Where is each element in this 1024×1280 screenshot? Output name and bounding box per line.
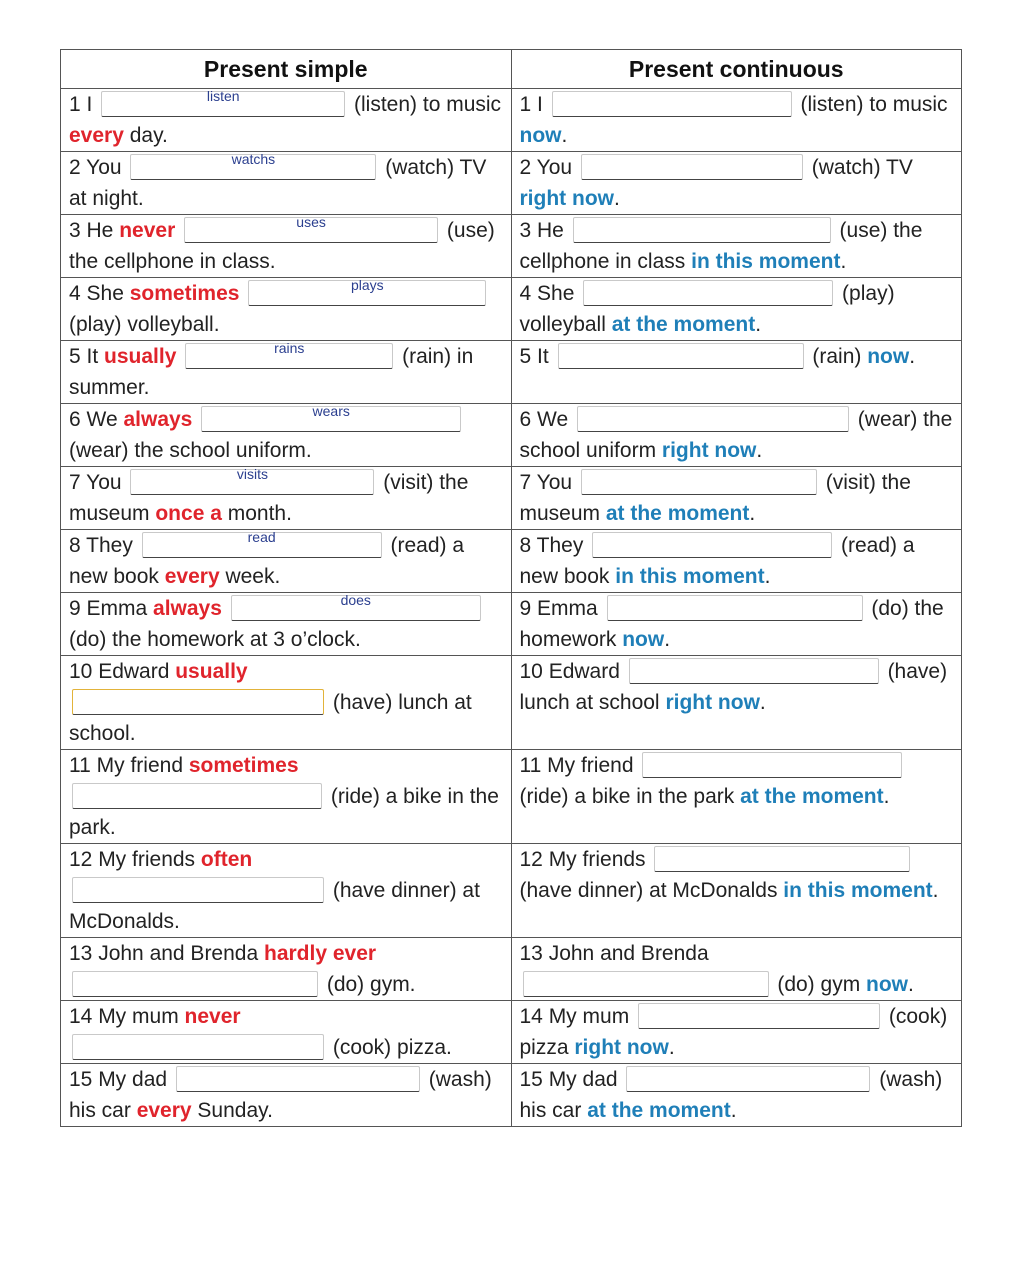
present-continuous-cell [511, 341, 962, 404]
answer-input[interactable] [101, 88, 345, 117]
answer-input[interactable] [573, 217, 831, 243]
frequency-adverb: usually [175, 660, 248, 683]
sentence-text: 2 You [69, 156, 128, 179]
sentence-text: 13 John and Brenda [519, 942, 709, 965]
exercise-row [61, 1001, 962, 1064]
present-continuous-cell [511, 467, 962, 530]
sentence-text: (wear) the school uniform. [69, 439, 312, 462]
present-simple-cell [61, 215, 512, 278]
typed-answer: visits [236, 466, 268, 482]
answer-input[interactable] [581, 469, 817, 495]
present-continuous-cell [511, 656, 962, 750]
sentence-text: 6 We [519, 408, 574, 431]
sentence-text: (visit) the museum [69, 471, 469, 525]
sentence-text: (use) the cellphone in class [519, 219, 923, 273]
exercise-row [61, 593, 962, 656]
sentence-text: (ride) a bike in the park. [69, 785, 499, 839]
present-simple-cell [61, 278, 512, 341]
sentence-text: . [561, 124, 568, 147]
present-continuous-cell [511, 1064, 962, 1127]
sentence-text: 5 It [519, 345, 555, 368]
answer-input[interactable] [558, 343, 804, 369]
answer-input[interactable] [607, 595, 863, 621]
answer-input[interactable] [642, 752, 902, 778]
answer-input[interactable] [72, 971, 318, 997]
answer-input[interactable] [72, 877, 324, 903]
sentence-text: (have) lunch at school [519, 660, 948, 714]
time-expression: in this moment [691, 250, 841, 273]
answer-input[interactable] [629, 658, 879, 684]
sentence-text: . [764, 565, 771, 588]
sentence-text: . [664, 628, 671, 651]
present-simple-cell [61, 593, 512, 656]
sentence-text: 3 He [519, 219, 570, 242]
typed-answer: uses [296, 214, 326, 230]
answer-input[interactable] [523, 971, 769, 997]
time-expression: at the moment [605, 502, 750, 525]
frequency-adverb: always [123, 408, 193, 431]
present-simple-cell [61, 152, 512, 215]
sentence-text: (have) lunch at school. [69, 691, 472, 745]
present-simple-cell [61, 656, 512, 750]
sentence-text: 13 John and Brenda [69, 942, 264, 965]
sentence-text [192, 408, 198, 431]
frequency-adverb: sometimes [188, 754, 299, 777]
time-expression: in this moment [783, 879, 933, 902]
frequency-adverb: often [200, 848, 253, 871]
answer-input[interactable] [626, 1066, 870, 1092]
exercise-row [61, 1064, 962, 1127]
sentence-text: 1 I [69, 93, 99, 116]
sentence-text: (do) the homework [519, 597, 944, 651]
sentence-text: . [759, 691, 766, 714]
present-continuous-cell [511, 89, 962, 152]
sentence-text: (cook) pizza [519, 1005, 948, 1059]
sentence-text: . [883, 785, 890, 808]
exercise-row [61, 844, 962, 938]
time-expression: now [622, 628, 665, 651]
typed-answer: watchs [231, 151, 276, 167]
sentence-text: 9 Emma [519, 597, 604, 620]
answer-input[interactable] [638, 1003, 880, 1029]
sentence-text: 2 You [519, 156, 578, 179]
answer-input[interactable] [130, 151, 376, 180]
sentence-text: Sunday. [191, 1099, 273, 1122]
answer-input[interactable] [583, 280, 833, 306]
answer-input[interactable] [142, 529, 382, 558]
sentence-text: . [908, 973, 914, 996]
exercise-row [61, 152, 962, 215]
sentence-text [239, 282, 245, 305]
sentence-text: . [668, 1036, 675, 1059]
worksheet-table [60, 49, 962, 1127]
time-expression: now [866, 973, 909, 996]
sentence-text: (cook) pizza. [327, 1036, 452, 1059]
sentence-text: (ride) a bike in the park [519, 785, 741, 808]
answer-input[interactable] [201, 403, 461, 432]
sentence-text: 10 Edward [69, 660, 176, 683]
sentence-text: 8 They [69, 534, 139, 557]
answer-input[interactable] [72, 689, 324, 715]
present-continuous-cell [511, 152, 962, 215]
sentence-text: (listen) to music [794, 93, 948, 116]
present-continuous-cell [511, 593, 962, 656]
present-simple-cell [61, 89, 512, 152]
sentence-text: 14 My mum [519, 1005, 636, 1028]
exercise-row [61, 467, 962, 530]
frequency-adverb: every [69, 124, 124, 147]
present-continuous-cell [511, 530, 962, 593]
sentence-text: 3 He [69, 219, 120, 242]
answer-input[interactable] [185, 340, 393, 369]
sentence-text: month. [221, 502, 292, 525]
sentence-text: . [756, 439, 763, 462]
sentence-text: 4 She [69, 282, 130, 305]
sentence-text: (play) volleyball. [69, 313, 220, 336]
exercise-row [61, 750, 962, 844]
present-continuous-cell [511, 938, 962, 1001]
sentence-text: 4 She [519, 282, 581, 305]
present-continuous-cell [511, 844, 962, 938]
exercise-row [61, 215, 962, 278]
answer-input[interactable] [581, 154, 803, 180]
frequency-adverb: hardly ever [264, 942, 377, 965]
typed-answer: read [247, 529, 276, 545]
present-continuous-cell [511, 215, 962, 278]
sentence-text: (watch) TV at night. [69, 156, 487, 210]
answer-input[interactable] [231, 592, 481, 621]
header-present-simple: Present simple [61, 50, 512, 89]
answer-input[interactable] [72, 1034, 324, 1060]
frequency-adverb: never [184, 1005, 241, 1028]
header-present-continuous: Present continuous [511, 50, 962, 89]
sentence-text: . [755, 313, 762, 336]
time-expression: at the moment [740, 785, 884, 808]
present-continuous-cell [511, 278, 962, 341]
present-simple-cell [61, 341, 512, 404]
sentence-text: . [613, 187, 620, 210]
sentence-text: . [909, 345, 916, 368]
sentence-text: (wash) his car [69, 1068, 492, 1122]
frequency-adverb: usually [104, 345, 177, 368]
sentence-text [222, 597, 228, 620]
answer-input[interactable] [72, 783, 322, 809]
sentence-text: week. [219, 565, 281, 588]
sentence-text: 15 My dad [69, 1068, 173, 1091]
frequency-adverb: every [164, 565, 220, 588]
sentence-text: (do) gym. [321, 973, 416, 996]
sentence-text: (rain) in summer. [69, 345, 474, 399]
sentence-text: (wear) the school uniform [519, 408, 953, 462]
time-expression: now [867, 345, 910, 368]
sentence-text: 7 You [519, 471, 578, 494]
sentence-text: (have dinner) at McDonalds [519, 879, 784, 902]
answer-input[interactable] [184, 214, 438, 243]
sentence-text: day. [123, 124, 168, 147]
typed-answer: does [340, 592, 371, 608]
sentence-text: (read) a new book [69, 534, 465, 588]
sentence-text: (do) the homework at 3 o’clock. [69, 628, 361, 651]
present-simple-cell [61, 844, 512, 938]
exercise-row [61, 530, 962, 593]
time-expression: at the moment [587, 1099, 731, 1122]
sentence-text [175, 219, 181, 242]
exercise-row [61, 938, 962, 1001]
sentence-text: 9 Emma [69, 597, 154, 620]
sentence-text: (do) gym [771, 973, 867, 996]
present-continuous-cell [511, 750, 962, 844]
frequency-adverb: once a [155, 502, 222, 525]
sentence-text: (wash) his car [519, 1068, 943, 1122]
sentence-text: 14 My mum [69, 1005, 185, 1028]
present-simple-cell [61, 1064, 512, 1127]
sentence-text: . [730, 1099, 737, 1122]
sentence-text: (visit) the museum [519, 471, 911, 525]
time-expression: at the moment [611, 313, 756, 336]
frequency-adverb: never [119, 219, 176, 242]
sentence-text: 8 They [519, 534, 590, 557]
present-simple-cell [61, 750, 512, 844]
exercise-row [61, 278, 962, 341]
present-continuous-cell [511, 1001, 962, 1064]
typed-answer: wears [312, 403, 350, 419]
time-expression: now [519, 124, 562, 147]
frequency-adverb: every [136, 1099, 192, 1122]
present-continuous-cell [511, 404, 962, 467]
sentence-text: 5 It [69, 345, 105, 368]
sentence-text: 11 My friend [69, 754, 189, 777]
exercise-row [61, 89, 962, 152]
answer-input[interactable] [552, 91, 792, 117]
answer-input[interactable] [654, 846, 910, 872]
sentence-text: (use) the cellphone in class. [69, 219, 495, 273]
header-row [61, 50, 962, 89]
sentence-text: 12 My friends [69, 848, 201, 871]
time-expression: right now [665, 691, 760, 714]
typed-answer: listen [206, 88, 240, 104]
time-expression: right now [574, 1036, 669, 1059]
answer-input[interactable] [592, 532, 832, 558]
exercise-row [61, 341, 962, 404]
typed-answer: plays [350, 277, 384, 293]
frequency-adverb: sometimes [129, 282, 240, 305]
typed-answer: rains [274, 340, 305, 356]
sentence-text: 12 My friends [519, 848, 652, 871]
present-simple-cell [61, 530, 512, 593]
sentence-text: (watch) TV [805, 156, 913, 179]
answer-input[interactable] [130, 466, 374, 495]
frequency-adverb: always [153, 597, 222, 620]
sentence-text: 10 Edward [519, 660, 626, 683]
present-simple-cell [61, 1001, 512, 1064]
sentence-text: 7 You [69, 471, 128, 494]
present-simple-cell [61, 404, 512, 467]
time-expression: in this moment [615, 565, 765, 588]
sentence-text: 1 I [519, 93, 549, 116]
sentence-text: (rain) [806, 345, 868, 368]
answer-input[interactable] [577, 406, 849, 432]
sentence-text: . [840, 250, 847, 273]
sentence-text: 6 We [69, 408, 124, 431]
sentence-text: . [749, 502, 756, 525]
exercise-row [61, 404, 962, 467]
present-simple-cell [61, 938, 512, 1001]
sentence-text: (listen) to music [348, 93, 502, 116]
exercise-row [61, 656, 962, 750]
sentence-text: (play) volleyball [519, 282, 895, 336]
sentence-text: 11 My friend [519, 754, 640, 777]
sentence-text: . [932, 879, 939, 902]
sentence-text: (have dinner) at McDonalds. [69, 879, 480, 933]
present-simple-cell [61, 467, 512, 530]
sentence-text: 15 My dad [519, 1068, 624, 1091]
sentence-text: (read) a new book [519, 534, 915, 588]
time-expression: right now [661, 439, 757, 462]
answer-input[interactable] [248, 277, 486, 306]
answer-input[interactable] [176, 1066, 420, 1092]
sentence-text [176, 345, 182, 368]
time-expression: right now [519, 187, 614, 210]
